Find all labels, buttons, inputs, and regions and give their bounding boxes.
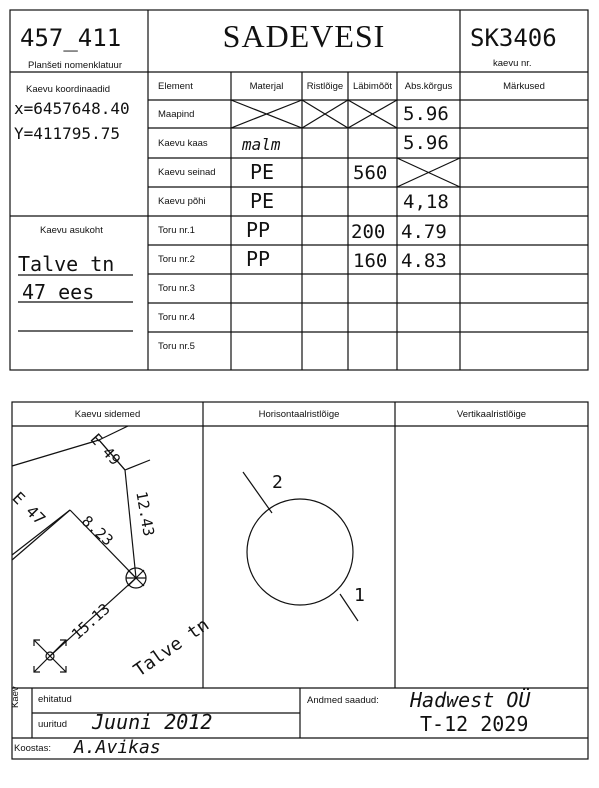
row-material: PE [250, 189, 275, 213]
surveyed-value: Juuni 2012 [92, 710, 213, 734]
row-element: Maapind [158, 109, 195, 120]
pipe-label-1: 1 [354, 585, 365, 606]
nomenclature-label: Planšeti nomenklatuur [28, 60, 122, 71]
location-line-2: 47 ees [22, 280, 95, 304]
col-header-element: Element [158, 81, 193, 92]
built-label: ehitatud [38, 694, 72, 705]
location-line-1: Talve tn [18, 252, 115, 276]
sketch-label-1243: 12.43 [132, 490, 158, 538]
compiled-value: A.Avikas [74, 737, 161, 758]
sketch-label-1513: 15.13 [68, 599, 114, 644]
coordinates-label: Kaevu koordinaadid [26, 84, 110, 95]
compiled-label: Koostas: [14, 743, 51, 754]
data-source-value-1: Hadwest OÜ [410, 688, 531, 712]
row-element: Kaevu põhi [158, 196, 206, 207]
nomenclature-value: 457_411 [20, 24, 122, 52]
row-element: Kaevu kaas [158, 138, 208, 149]
section-connections-label: Kaevu sidemed [74, 409, 141, 420]
row-element: Toru nr.2 [158, 254, 195, 265]
col-header-material: Materjal [249, 81, 284, 92]
col-header-abs-height: Abs.kõrgus [404, 81, 453, 92]
pipe-label-2: 2 [272, 472, 283, 493]
row-diameter: 160 [353, 250, 388, 272]
form-title: SADEVESI [222, 18, 386, 54]
street-label: Talve tn [130, 614, 214, 682]
row-material: PP [246, 247, 271, 271]
location-label: Kaevu asukoht [40, 225, 103, 236]
row-abs-height: 4.83 [401, 250, 447, 272]
row-material: PE [250, 160, 275, 184]
row-diameter: 560 [353, 162, 388, 184]
surveyed-label: uuritud [38, 719, 68, 730]
row-diameter: 200 [351, 221, 386, 243]
section-vertical-label: Vertikaalristlõige [456, 409, 527, 420]
sketch-label-e47: E 47 [8, 488, 50, 529]
row-element: Toru nr.3 [158, 283, 195, 294]
well-number-label: kaevu nr. [493, 58, 532, 69]
row-material: PP [246, 218, 271, 242]
data-source-value-2: T-12 2029 [420, 712, 529, 736]
sketch-label-823: 8.23 [77, 512, 117, 550]
row-abs-height: 4,18 [403, 191, 449, 213]
row-abs-height: 5.96 [403, 132, 449, 154]
row-material: malm [242, 135, 281, 154]
coordinate-x: x=6457648.40 [14, 99, 130, 118]
row-element: Toru nr.5 [158, 341, 195, 352]
row-element: Kaevu seinad [158, 167, 216, 178]
col-header-notes: Märkused [503, 81, 545, 92]
coordinate-y: Y=411795.75 [14, 124, 120, 143]
row-element: Toru nr.4 [158, 312, 195, 323]
well-number-value: SK3406 [470, 24, 557, 52]
section-horizontal-label: Horisontaalristlõige [258, 409, 340, 420]
kaev-label: Kaev [10, 686, 21, 708]
sketch-label-e49: E 49 [86, 430, 125, 469]
row-abs-height: 5.96 [403, 103, 449, 125]
col-header-cross-section: Ristlõige [306, 81, 344, 92]
row-abs-height: 4.79 [401, 221, 447, 243]
row-element: Toru nr.1 [158, 225, 195, 236]
data-source-label: Andmed saadud: [307, 695, 379, 706]
col-header-diameter: Läbimõõt [352, 81, 393, 92]
